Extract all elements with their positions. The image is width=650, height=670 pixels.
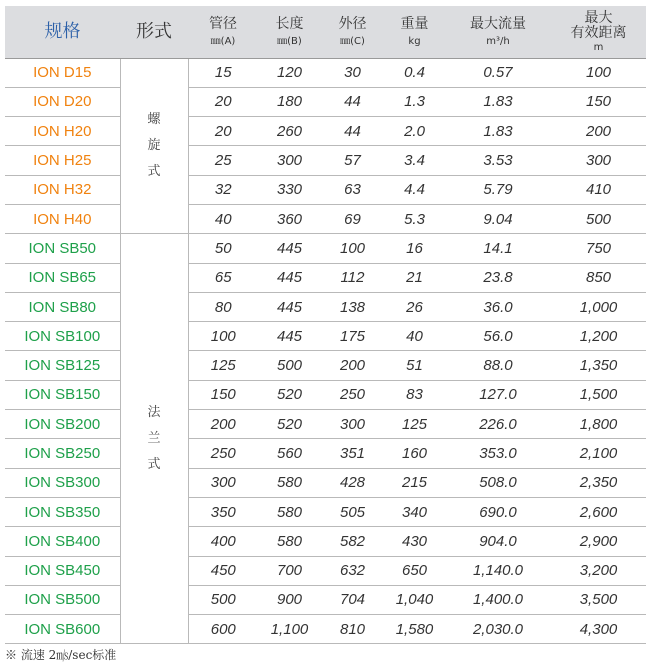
value-cell-l: 360 — [258, 204, 321, 233]
type-cell — [120, 58, 188, 234]
value-cell-d: 20 — [188, 87, 258, 116]
value-cell-l: 580 — [258, 497, 321, 526]
value-cell-f: 127.0 — [445, 380, 551, 409]
value-cell-l: 580 — [258, 527, 321, 556]
type-char: 式 — [147, 456, 161, 472]
model-cell: ION H32 — [5, 175, 120, 204]
value-cell-r: 4,300 — [551, 615, 646, 644]
value-cell-r: 1,800 — [551, 410, 646, 439]
value-cell-f: 1,140.0 — [445, 556, 551, 585]
value-cell-d: 300 — [188, 468, 258, 497]
value-cell-d: 200 — [188, 410, 258, 439]
value-cell-d: 40 — [188, 204, 258, 233]
header-weight-label: 重量 — [400, 15, 429, 32]
value-cell-od: 138 — [321, 292, 384, 321]
value-cell-l: 520 — [258, 410, 321, 439]
table-row — [5, 175, 646, 204]
value-cell-r: 1,500 — [551, 380, 646, 409]
table-row — [5, 263, 646, 292]
value-cell-f: 0.57 — [445, 58, 551, 87]
value-cell-f: 9.04 — [445, 204, 551, 233]
model-cell: ION SB400 — [5, 527, 120, 556]
header-flow — [445, 6, 551, 58]
value-cell-od: 44 — [321, 117, 384, 146]
model-cell: ION SB200 — [5, 410, 120, 439]
value-cell-od: 300 — [321, 410, 384, 439]
type-char: 法 — [147, 404, 161, 420]
value-cell-l: 180 — [258, 87, 321, 116]
value-cell-r: 200 — [551, 117, 646, 146]
value-cell-l: 520 — [258, 380, 321, 409]
value-cell-od: 63 — [321, 175, 384, 204]
model-cell: ION SB350 — [5, 497, 120, 526]
value-cell-d: 32 — [188, 175, 258, 204]
header-type: 形式 — [120, 6, 188, 58]
header-outer-label: 外径 — [338, 15, 367, 32]
value-cell-w: 340 — [384, 497, 445, 526]
table-row — [5, 439, 646, 468]
value-cell-d: 600 — [188, 615, 258, 644]
value-cell-od: 351 — [321, 439, 384, 468]
table-row — [5, 87, 646, 116]
value-cell-r: 2,900 — [551, 527, 646, 556]
table-row — [5, 117, 646, 146]
value-cell-r: 1,350 — [551, 351, 646, 380]
value-cell-od: 582 — [321, 527, 384, 556]
value-cell-f: 56.0 — [445, 322, 551, 351]
type-char: 式 — [147, 163, 161, 179]
table-row — [5, 468, 646, 497]
value-cell-w: 16 — [384, 234, 445, 263]
value-cell-d: 500 — [188, 585, 258, 614]
model-cell: ION D15 — [5, 58, 120, 87]
value-cell-w: 160 — [384, 439, 445, 468]
value-cell-f: 2,030.0 — [445, 615, 551, 644]
model-cell: ION SB300 — [5, 468, 120, 497]
model-cell: ION SB65 — [5, 263, 120, 292]
value-cell-l: 560 — [258, 439, 321, 468]
model-cell: ION H20 — [5, 117, 120, 146]
header-range — [551, 6, 646, 58]
table-row — [5, 234, 646, 263]
model-cell: ION H25 — [5, 146, 120, 175]
value-cell-od: 57 — [321, 146, 384, 175]
spec-table-body — [5, 58, 646, 644]
model-cell: ION SB600 — [5, 615, 120, 644]
table-row — [5, 351, 646, 380]
type-cell — [120, 234, 188, 644]
header-outer-unit: ㎜(C) — [340, 35, 365, 47]
value-cell-r: 410 — [551, 175, 646, 204]
value-cell-r: 2,100 — [551, 439, 646, 468]
value-cell-r: 850 — [551, 263, 646, 292]
header-weight — [384, 6, 445, 58]
value-cell-f: 1,400.0 — [445, 585, 551, 614]
value-cell-w: 2.0 — [384, 117, 445, 146]
header-length-label: 长度 — [275, 15, 304, 32]
value-cell-od: 69 — [321, 204, 384, 233]
value-cell-d: 25 — [188, 146, 258, 175]
value-cell-r: 3,200 — [551, 556, 646, 585]
value-cell-f: 1.83 — [445, 117, 551, 146]
value-cell-r: 500 — [551, 204, 646, 233]
header-diameter — [188, 6, 258, 58]
model-cell: ION SB450 — [5, 556, 120, 585]
value-cell-f: 36.0 — [445, 292, 551, 321]
table-row — [5, 146, 646, 175]
value-cell-r: 150 — [551, 87, 646, 116]
value-cell-f: 3.53 — [445, 146, 551, 175]
value-cell-d: 65 — [188, 263, 258, 292]
model-cell: ION H40 — [5, 204, 120, 233]
value-cell-w: 1,580 — [384, 615, 445, 644]
value-cell-r: 3,500 — [551, 585, 646, 614]
header-length-unit: ㎜(B) — [277, 35, 302, 47]
header-diameter-unit: ㎜(A) — [210, 35, 236, 47]
value-cell-d: 350 — [188, 497, 258, 526]
table-row — [5, 410, 646, 439]
value-cell-f: 690.0 — [445, 497, 551, 526]
value-cell-w: 40 — [384, 322, 445, 351]
value-cell-f: 14.1 — [445, 234, 551, 263]
value-cell-d: 50 — [188, 234, 258, 263]
value-cell-l: 445 — [258, 322, 321, 351]
value-cell-f: 904.0 — [445, 527, 551, 556]
header-diameter-label: 管径 — [209, 15, 237, 32]
spec-table-container — [5, 6, 646, 644]
value-cell-d: 125 — [188, 351, 258, 380]
value-cell-f: 508.0 — [445, 468, 551, 497]
value-cell-l: 120 — [258, 58, 321, 87]
type-char: 兰 — [147, 430, 161, 446]
header-outer — [321, 6, 384, 58]
model-cell: ION D20 — [5, 87, 120, 116]
value-cell-od: 200 — [321, 351, 384, 380]
value-cell-od: 250 — [321, 380, 384, 409]
value-cell-r: 100 — [551, 58, 646, 87]
value-cell-w: 4.4 — [384, 175, 445, 204]
table-row — [5, 292, 646, 321]
value-cell-d: 400 — [188, 527, 258, 556]
value-cell-f: 1.83 — [445, 87, 551, 116]
value-cell-r: 300 — [551, 146, 646, 175]
value-cell-l: 1,100 — [258, 615, 321, 644]
value-cell-w: 125 — [384, 410, 445, 439]
value-cell-od: 505 — [321, 497, 384, 526]
footnote: ※ 流速 2㎧/sec标准 — [5, 648, 117, 662]
model-cell: ION SB100 — [5, 322, 120, 351]
value-cell-w: 650 — [384, 556, 445, 585]
value-cell-f: 226.0 — [445, 410, 551, 439]
value-cell-r: 1,200 — [551, 322, 646, 351]
value-cell-od: 44 — [321, 87, 384, 116]
table-row — [5, 615, 646, 644]
value-cell-r: 2,350 — [551, 468, 646, 497]
value-cell-w: 1,040 — [384, 585, 445, 614]
value-cell-w: 26 — [384, 292, 445, 321]
table-row — [5, 527, 646, 556]
value-cell-w: 215 — [384, 468, 445, 497]
value-cell-d: 450 — [188, 556, 258, 585]
header-length — [258, 6, 321, 58]
table-row — [5, 497, 646, 526]
header-flow-label: 最大流量 — [470, 15, 526, 32]
table-row — [5, 585, 646, 614]
value-cell-l: 700 — [258, 556, 321, 585]
model-cell: ION SB250 — [5, 439, 120, 468]
value-cell-r: 1,000 — [551, 292, 646, 321]
value-cell-f: 23.8 — [445, 263, 551, 292]
header-range-unit: m — [593, 41, 604, 53]
value-cell-w: 430 — [384, 527, 445, 556]
value-cell-f: 88.0 — [445, 351, 551, 380]
value-cell-d: 20 — [188, 117, 258, 146]
value-cell-d: 150 — [188, 380, 258, 409]
value-cell-r: 750 — [551, 234, 646, 263]
model-cell: ION SB125 — [5, 351, 120, 380]
value-cell-f: 353.0 — [445, 439, 551, 468]
table-row — [5, 204, 646, 233]
value-cell-r: 2,600 — [551, 497, 646, 526]
table-row — [5, 556, 646, 585]
header-row — [5, 6, 646, 58]
value-cell-l: 260 — [258, 117, 321, 146]
value-cell-l: 900 — [258, 585, 321, 614]
header-range-line2: 有效距离 — [570, 25, 627, 42]
value-cell-f: 5.79 — [445, 175, 551, 204]
value-cell-od: 428 — [321, 468, 384, 497]
value-cell-w: 0.4 — [384, 58, 445, 87]
value-cell-d: 250 — [188, 439, 258, 468]
model-cell: ION SB80 — [5, 292, 120, 321]
header-range-line1: 最大 — [584, 9, 613, 26]
type-char: 旋 — [147, 137, 161, 153]
value-cell-od: 100 — [321, 234, 384, 263]
value-cell-l: 445 — [258, 234, 321, 263]
value-cell-od: 704 — [321, 585, 384, 614]
value-cell-d: 80 — [188, 292, 258, 321]
value-cell-l: 445 — [258, 263, 321, 292]
spec-table — [5, 6, 646, 644]
value-cell-w: 5.3 — [384, 204, 445, 233]
model-cell: ION SB500 — [5, 585, 120, 614]
table-row — [5, 58, 646, 87]
value-cell-od: 175 — [321, 322, 384, 351]
value-cell-od: 112 — [321, 263, 384, 292]
value-cell-w: 3.4 — [384, 146, 445, 175]
header-weight-unit: kg — [408, 35, 421, 47]
value-cell-od: 810 — [321, 615, 384, 644]
value-cell-w: 51 — [384, 351, 445, 380]
value-cell-w: 83 — [384, 380, 445, 409]
value-cell-d: 100 — [188, 322, 258, 351]
value-cell-od: 30 — [321, 58, 384, 87]
model-cell: ION SB50 — [5, 234, 120, 263]
value-cell-l: 330 — [258, 175, 321, 204]
value-cell-l: 445 — [258, 292, 321, 321]
value-cell-l: 580 — [258, 468, 321, 497]
value-cell-l: 500 — [258, 351, 321, 380]
model-cell: ION SB150 — [5, 380, 120, 409]
table-row — [5, 322, 646, 351]
header-model: 规格 — [5, 6, 120, 58]
value-cell-w: 21 — [384, 263, 445, 292]
value-cell-w: 1.3 — [384, 87, 445, 116]
type-char: 螺 — [147, 111, 161, 127]
table-row — [5, 380, 646, 409]
value-cell-l: 300 — [258, 146, 321, 175]
value-cell-od: 632 — [321, 556, 384, 585]
header-flow-unit: m³/h — [486, 35, 510, 47]
value-cell-d: 15 — [188, 58, 258, 87]
